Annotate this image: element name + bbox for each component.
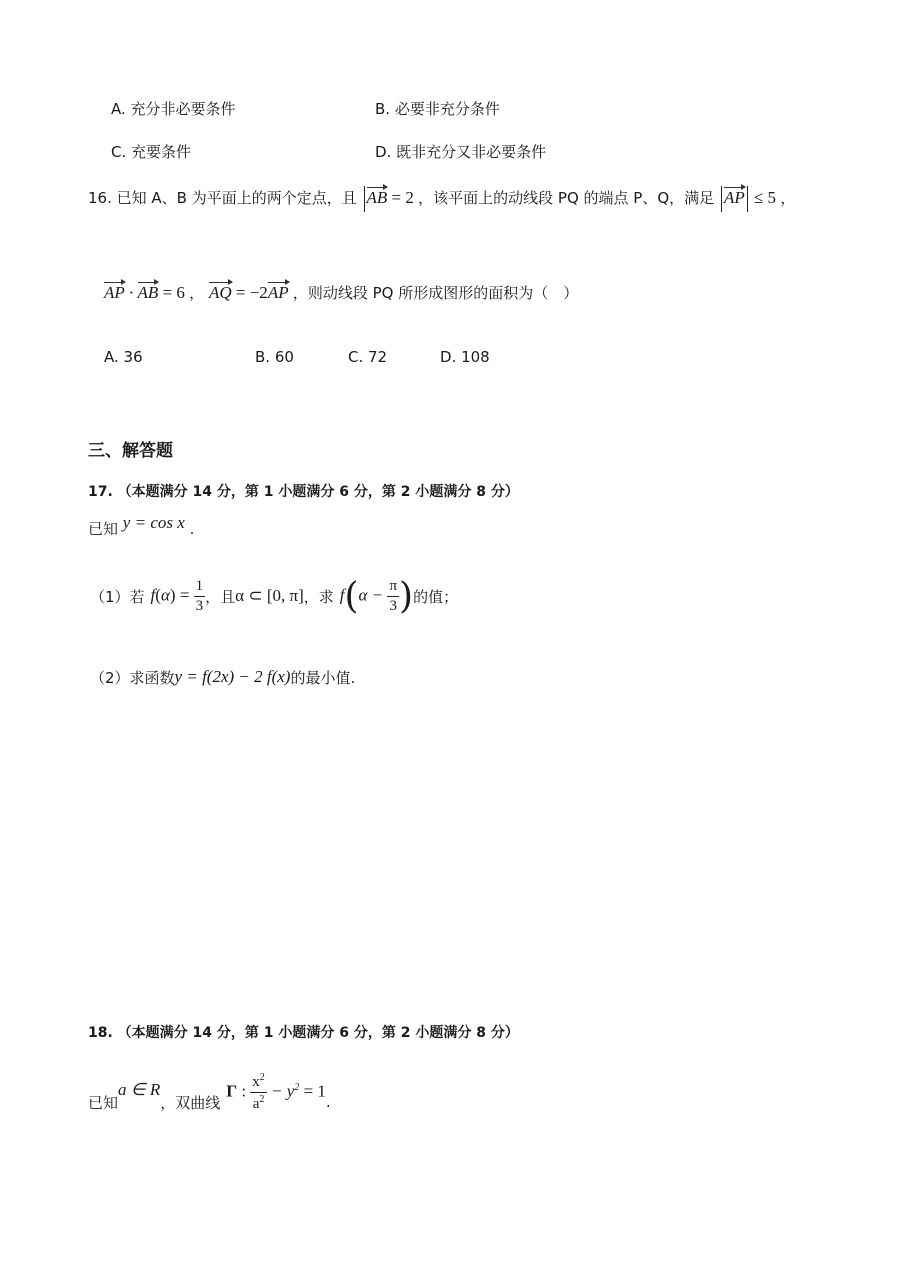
q15-option-d: D. 既非充分又非必要条件 xyxy=(375,143,547,161)
q18-mid-text: ，双曲线 xyxy=(160,1093,221,1112)
q15-option-b: B. 必要非充分条件 xyxy=(375,100,500,118)
q16-option-b: B. 60 xyxy=(255,348,294,366)
q17-part-2 xyxy=(90,662,355,692)
q17-part-1 xyxy=(90,566,458,626)
q16-line-1 xyxy=(88,186,795,212)
q17-part-2-end: 的最小值. xyxy=(290,668,356,687)
q17-intro-end: . xyxy=(189,520,195,538)
q16-dot-formula: AP · AB = 6 xyxy=(104,283,185,302)
q16-ab-formula: AB = 2 xyxy=(362,188,419,207)
q17-intro-text: 已知 xyxy=(88,520,119,538)
q16-text-3: ， xyxy=(780,188,796,207)
q16-text-2: ，该平面上的动线段 PQ 的端点 P、Q，满足 xyxy=(418,188,715,207)
q17-header: 17. （本题满分 14 分，第 1 小题满分 6 分，第 2 小题满分 8 分） xyxy=(88,484,519,500)
q17-part-1-target: f(α − $\frac{\pi}{3}$ ) xyxy=(339,575,414,617)
q17-part-1-set: α ⊂ [0, π] xyxy=(235,586,304,605)
q16-aq-formula: AQ = −2AP xyxy=(208,283,289,302)
q17-part-1-end: 的值； xyxy=(413,587,459,606)
q18-condition: a ∈ R xyxy=(118,1080,161,1099)
q15-option-c: C. 充要条件 xyxy=(111,143,192,161)
q15-option-a: A. 充分非必要条件 xyxy=(111,100,236,118)
q16-line-2 xyxy=(104,282,578,303)
q16-option-a: A. 36 xyxy=(104,348,143,366)
q17-intro xyxy=(88,513,195,539)
q18-hyperbola-formula: Γ : $\frac{x^2}{a^2}$ − $y^2 = 1$ xyxy=(226,1071,326,1112)
q18-intro-text: 已知 xyxy=(88,1093,119,1112)
q17-part-1-qiu: ，求 xyxy=(303,587,334,606)
q16-sep: ， xyxy=(189,284,205,302)
q16-option-d: D. 108 xyxy=(440,348,490,366)
q16-ap-formula: AP ≤ 5 xyxy=(719,188,780,207)
section-heading: 三、解答题 xyxy=(88,441,173,461)
q17-given-formula: y = cos x xyxy=(122,513,185,532)
q16-text-1: 已知 A、B 为平面上的两个定点，且 xyxy=(116,188,357,207)
q18-end: . xyxy=(325,1093,331,1111)
q16-text-4: ，则动线段 PQ 所形成图形的面积为（ ） xyxy=(292,284,579,302)
q17-part-1-mid: ，且 xyxy=(205,587,236,606)
q17-part-2-function: y = f(2x) − 2 f(x) xyxy=(174,667,291,686)
q18-header: 18. （本题满分 14 分，第 1 小题满分 6 分，第 2 小题满分 8 分） xyxy=(88,1025,519,1041)
q17-part-1-f-alpha: f(α) = $\frac{1}{3}$ xyxy=(150,577,204,614)
q18-intro xyxy=(88,1064,331,1120)
q17-part-2-label: （2）求函数 xyxy=(90,668,175,687)
q16-option-c: C. 72 xyxy=(348,348,388,366)
q16-number: 16. xyxy=(88,188,112,207)
q17-part-1-label: （1）若 xyxy=(90,587,145,606)
